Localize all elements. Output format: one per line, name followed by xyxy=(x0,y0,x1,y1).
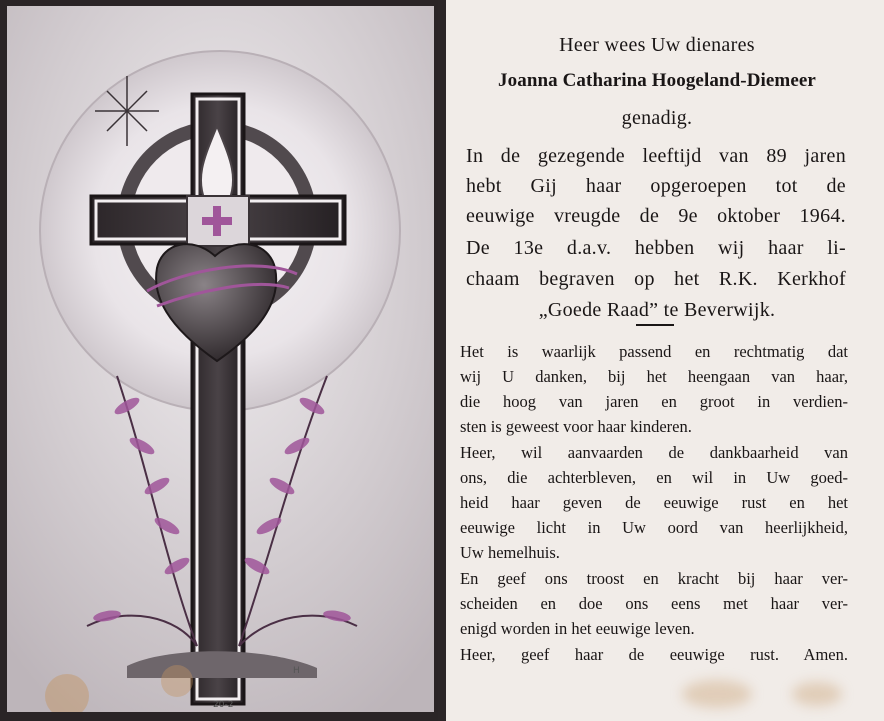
paragraph1-line-3: eeuwige vreugde de 9e oktober 1964. xyxy=(466,205,846,227)
opening-line-1: Heer wees Uw dienares xyxy=(559,34,755,56)
devotional-illustration xyxy=(7,6,434,712)
prayer-line-7: heid haar geven de eeuwige rust en het xyxy=(460,493,848,512)
monogram: H xyxy=(293,666,300,676)
prayer-line-6: ons, die achterbleven, en wil in Uw goed- xyxy=(460,468,848,487)
deceased-name: Joanna Catharina Hoogeland-Diemeer xyxy=(498,70,816,91)
stain-mark xyxy=(682,680,752,708)
print-code: 20-2 xyxy=(213,700,234,710)
prayer-line-3: die hoog van jaren en groot in verdien- xyxy=(460,392,848,411)
prayer-line-13: Heer, geef haar de eeuwige rust. Amen. xyxy=(460,645,848,664)
card-divider xyxy=(438,0,446,721)
devotional-image xyxy=(7,6,434,712)
paragraph1-line-6: „Goede Raad” te Beverwijk. xyxy=(538,299,776,321)
prayer-line-2: wij U danken, bij het heengaan van haar, xyxy=(460,367,848,386)
prayer-line-12: enigd worden in het eeuwige leven. xyxy=(460,619,695,638)
prayer-line-9: Uw hemelhuis. xyxy=(460,543,560,562)
text-panel xyxy=(452,0,880,721)
paragraph1-line-2: hebt Gij haar opgeroepen tot de xyxy=(466,175,846,197)
prayer-line-11: scheiden en doe ons eens met haar ver- xyxy=(460,594,848,613)
paragraph1-line-4: De 13e d.a.v. hebben wij haar li- xyxy=(466,237,846,259)
stain-mark xyxy=(792,682,842,706)
prayer-line-1: Het is waarlijk passend en rechtmatig dat xyxy=(460,342,848,361)
prayer-line-4: sten is geweest voor haar kinderen. xyxy=(460,417,692,436)
opening-line-3: genadig. xyxy=(621,107,693,129)
prayer-line-5: Heer, wil aanvaarden de dankbaarheid van xyxy=(460,443,848,462)
paragraph1-line-5: chaam begraven op het R.K. Kerkhof xyxy=(466,268,846,290)
section-dash xyxy=(636,324,674,326)
prayer-line-10: En geef ons troost en kracht bij haar ver- xyxy=(460,569,848,588)
paragraph1-line-1: In de gezegende leeftijd van 89 jaren xyxy=(466,145,846,167)
prayer-line-8: eeuwige licht in Uw oord van heerlijkheid, xyxy=(460,518,848,537)
